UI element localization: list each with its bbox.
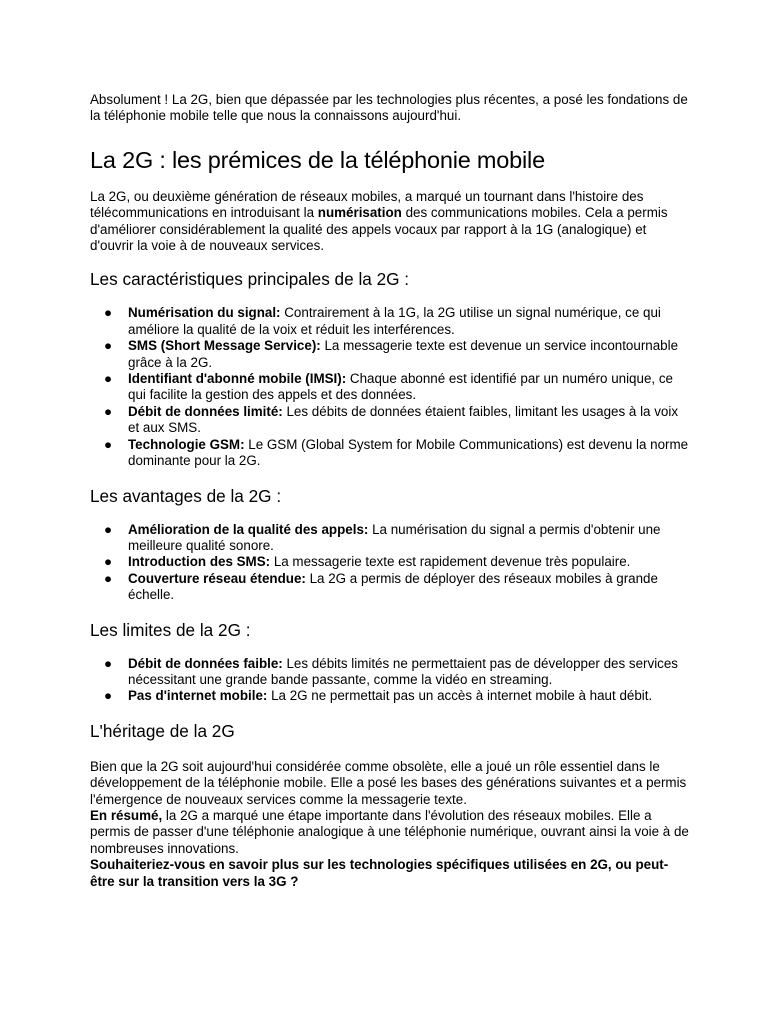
list-item-term: Pas d'internet mobile: [128, 688, 268, 704]
list-item-term: Couverture réseau étendue: [128, 570, 306, 586]
list-item [90, 437, 690, 470]
bullet-icon: ● [104, 436, 113, 452]
summary-bold-lead: En résumé, [90, 807, 163, 823]
list-caracteristiques [90, 305, 690, 469]
heading-heritage: L'héritage de la 2G [90, 720, 235, 741]
bullet-icon: ● [104, 570, 113, 586]
intro-2g-paragraph [90, 189, 690, 255]
list-item-term: Identifiant d'abonné mobile (IMSI): [128, 371, 347, 387]
summary-text: la 2G a marqué une étape importante dans l'évolution des réseaux mobiles. Elle a permis de passer d'une téléphonie analogique à une téléphonie numérique, ouvrant ainsi la voie à de nombreuses innovations. [90, 807, 689, 856]
paragraph-text: La 2G, ou deuxième génération de réseaux mobiles, a marqué un tournant dans l'histoire des télécommunications en introduisant la [90, 188, 644, 221]
list-item-text: Les débits limités ne permettaient pas de développer des services nécessitant une grande bande passante, comme la vidéo en streaming. [128, 655, 679, 687]
bullet-icon: ● [104, 554, 113, 570]
list-item-text: La 2G ne permettait pas un accès à internet mobile à haut débit. [267, 688, 653, 704]
bullet-icon: ● [104, 688, 113, 704]
bullet-icon: ● [104, 371, 113, 387]
list-avantages [90, 522, 690, 604]
list-limites [90, 656, 690, 705]
list-item-term: Amélioration de la qualité des appels: [128, 521, 369, 537]
list-item [90, 656, 690, 689]
list-item-term: Introduction des SMS: [128, 554, 271, 570]
list-item [90, 305, 690, 338]
heading-caracteristiques: Les caractéristiques principales de la 2G : [90, 269, 410, 290]
list-item-term: SMS (Short Message Service): [128, 338, 321, 354]
list-item-term: Débit de données limité: [128, 403, 283, 419]
summary-paragraph [90, 808, 690, 857]
list-item-text: La messagerie texte est devenue un service incontournable grâce à la 2G. [128, 338, 679, 370]
intro-paragraph: Absolument ! La 2G, bien que dépassée par les technologies plus récentes, a posé les fondations de la téléphonie mobile telle que nous la connaissons aujourd'hui. [90, 92, 688, 124]
list-item [90, 371, 690, 404]
paragraph-bold-term: numérisation [317, 205, 402, 221]
closing-question [90, 857, 690, 890]
list-item [90, 522, 690, 555]
list-item-text: Chaque abonné est identifié par un numéro unique, ce qui facilite la gestion des appels et des données. [128, 371, 673, 403]
bullet-icon: ● [104, 305, 113, 321]
list-item [90, 688, 690, 704]
list-item [90, 554, 690, 570]
paragraph-text: des communications mobiles. Cela a permis d'améliorer considérablement la qualité des appels vocaux par rapport à la 1G (analogique) et d'ouvrir la voie à de nouveaux services. [90, 205, 668, 254]
list-item [90, 404, 690, 437]
heritage-paragraph: Bien que la 2G soit aujourd'hui considérée comme obsolète, elle a joué un rôle essentiel dans le développement de la téléphonie mobile. Elle a posé les bases des générations suivantes et a permis l'émergence de nouveaux services comme la messagerie texte. [90, 758, 687, 807]
bullet-icon: ● [104, 403, 113, 419]
list-item-term: Numérisation du signal: [128, 305, 281, 321]
list-item [90, 338, 690, 371]
list-item-text: Contrairement à la 1G, la 2G utilise un signal numérique, ce qui améliore la qualité de la voix et réduit les interférences. [128, 305, 661, 337]
list-item-text: Le GSM (Global System for Mobile Communications) est devenu la norme dominante pour la 2G. [128, 436, 689, 469]
closing-question-text: Souhaiteriez-vous en savoir plus sur les technologies spécifiques utilisées en 2G, ou peut-être sur la transition vers la 3G ? [90, 857, 669, 889]
bullet-icon: ● [104, 655, 113, 671]
heading-limites: Les limites de la 2G : [90, 619, 251, 640]
list-item-term: Technologie GSM: [128, 436, 245, 452]
list-item-text: La 2G a permis de déployer des réseaux mobiles à grande échelle. [128, 570, 658, 603]
list-item-term: Débit de données faible: [128, 655, 283, 671]
page-title: La 2G : les prémices de la téléphonie mobile [90, 146, 545, 173]
list-item-text: La numérisation du signal a permis d'obtenir une meilleure qualité sonore. [128, 521, 661, 553]
bullet-icon: ● [104, 521, 113, 537]
list-item [90, 571, 690, 604]
bullet-icon: ● [104, 338, 113, 354]
list-item-text: Les débits de données étaient faibles, limitant les usages à la voix et aux SMS. [128, 403, 679, 436]
heading-avantages: Les avantages de la 2G : [90, 485, 282, 506]
list-item-text: La messagerie texte est rapidement devenue très populaire. [270, 554, 631, 570]
